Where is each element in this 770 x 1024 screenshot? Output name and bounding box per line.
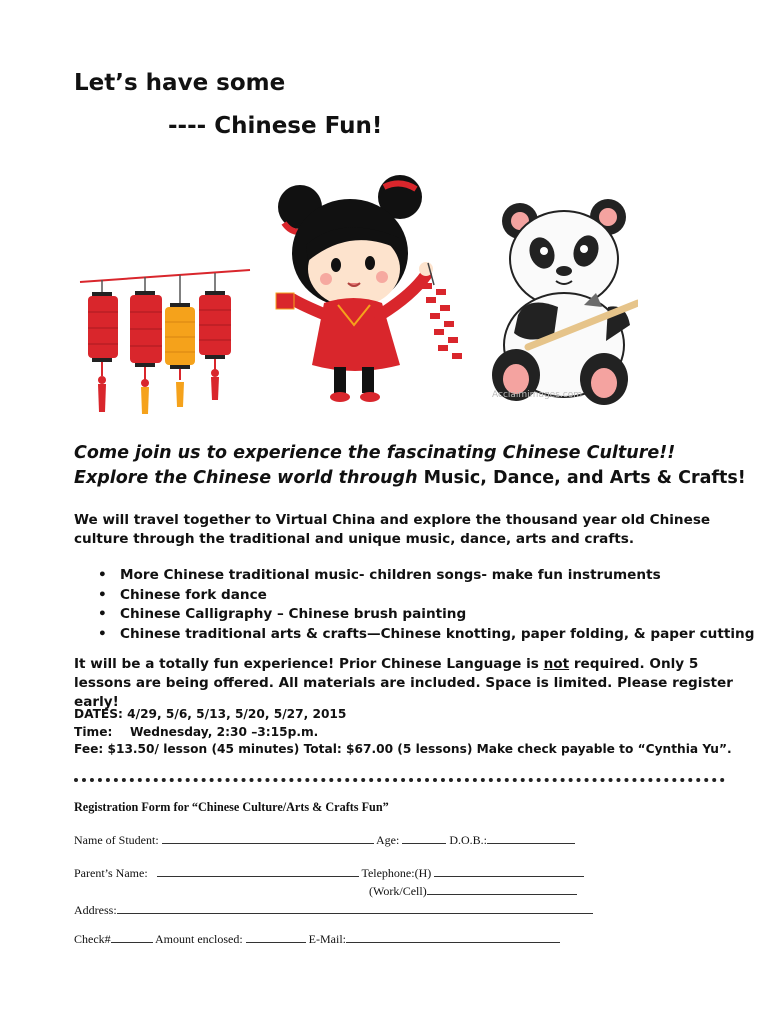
lantern-1 [88,280,118,412]
lanterns-illustration [78,262,253,422]
email-field[interactable] [346,931,560,943]
student-row [74,832,575,848]
address-label: Address: [74,903,117,917]
parent-label: Parent’s Name: [74,866,148,880]
list-item: • Chinese traditional arts & crafts—Chinese knotting, paper folding, & paper cutting [98,625,754,645]
workcell-label: (Work/Cell) [369,884,427,898]
headline-line-2-italic: Explore the Chinese world through [74,468,418,488]
chinese-girl-illustration [262,165,487,410]
list-item: • More Chinese traditional music- children songs- make fun instruments [98,566,754,586]
check-label: Check# [74,932,111,946]
work-cell-phone-field[interactable] [427,883,577,895]
activity-list [98,566,754,644]
age-label: Age: [376,833,400,847]
address-field[interactable] [117,902,593,914]
headline [74,441,754,491]
headline-line-1: Come join us to experience the fascinating Chinese Culture!! [74,443,676,463]
notice-part-1: It will be a totally fun experience! Prior Chinese Language is [74,656,544,672]
workcell-row [369,883,577,899]
address-row [74,902,593,918]
home-phone-field[interactable] [434,865,584,877]
dob-label: D.O.B.: [449,833,487,847]
title-line-1: Let’s have some [74,70,286,96]
payment-row [74,931,560,947]
lantern-3 [165,275,195,407]
form-title: Registration Form for “Chinese Culture/Arts & Crafts Fun” [74,800,389,814]
telephone-label: Telephone:(H) [361,866,432,880]
student-name-field[interactable] [162,832,374,844]
amount-label: Amount enclosed: [155,932,243,946]
parent-name-field[interactable] [157,865,359,877]
list-item: • Chinese Calligraphy – Chinese brush painting [98,605,754,625]
dob-field[interactable] [487,832,575,844]
check-number-field[interactable] [111,931,153,943]
time-label: Time: [74,724,113,739]
time-value: Wednesday, 2:30 –3:15p.m. [130,724,319,739]
notice-part-2: required. Only 5 lessons are being offered. All materials are included. Space is limited. Please register early! [74,656,733,710]
parent-row [74,865,584,881]
notice-paragraph [74,655,754,712]
list-item: • Chinese fork dance [98,586,754,606]
amount-field[interactable] [246,931,306,943]
lantern-4 [199,273,231,400]
panda-illustration [488,195,638,410]
class-details [74,706,764,759]
lantern-2 [130,277,162,414]
student-label: Name of Student: [74,833,159,847]
dates-line: DATES: 4/29, 5/6, 5/13, 5/20, 5/27, 2015 [74,707,347,721]
age-field[interactable] [402,832,446,844]
headline-line-2-rest: Music, Dance, and Arts & Crafts! [417,468,746,488]
email-label: E-Mail: [308,932,346,946]
watermark-text: Acclaimimages.com [492,390,582,400]
intro-paragraph: We will travel together to Virtual China and explore the thousand year old Chinese culture through the traditional and unique music, dance, arts and crafts. [74,512,711,547]
fee-line: Fee: $13.50/ lesson (45 minutes) Total: $67.00 (5 lessons) Make check payable to “Cynthia Yu”. [74,742,732,756]
title-line-2: ---- Chinese Fun! [168,113,383,139]
notice-underlined: not [543,656,570,672]
cut-line-divider [74,778,725,782]
